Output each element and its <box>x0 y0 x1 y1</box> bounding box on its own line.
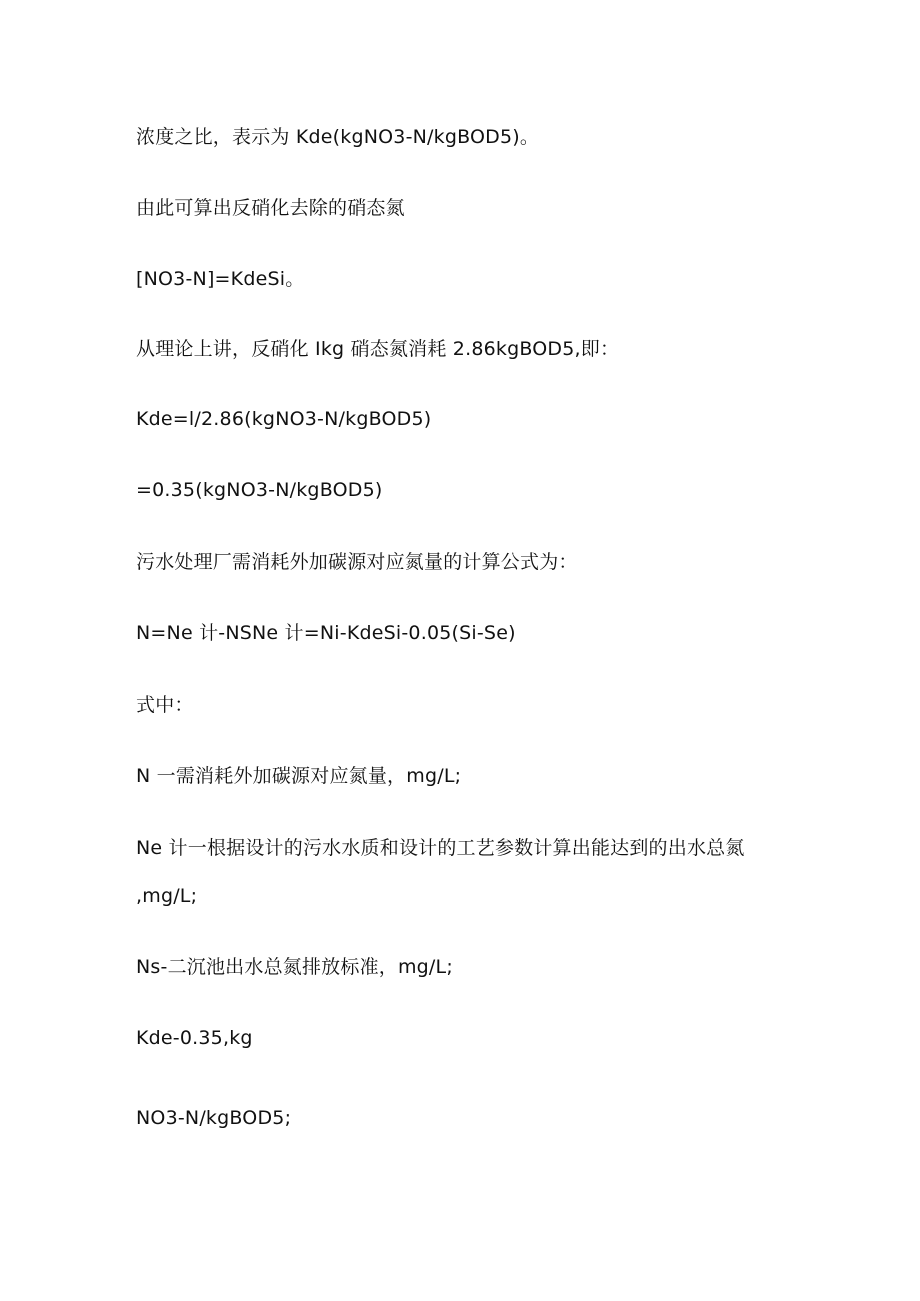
definition-line: Ns-二沉池出水总氮排放标准，mg/L; <box>136 956 453 978</box>
formula-line: [NO3-N]=KdeSi。 <box>136 268 305 290</box>
definition-line: Ne 计一根据设计的污水水质和设计的工艺参数计算出能达到的出水总氮 <box>136 837 745 859</box>
definition-line: Kde-0.35,kg <box>136 1027 253 1049</box>
definition-line-continuation: NO3-N/kgBOD5; <box>136 1107 292 1129</box>
formula-line: =0.35(kgNO3-N/kgBOD5) <box>136 479 383 501</box>
formula-line: N=Ne 计-NSNe 计=Ni-KdeSi-0.05(Si-Se) <box>136 622 516 644</box>
text-line: 从理论上讲，反硝化 Ikg 硝态氮消耗 2.86kgBOD5,即： <box>136 338 620 360</box>
text-line: 污水处理厂需消耗外加碳源对应氮量的计算公式为： <box>136 551 578 573</box>
text-line: 由此可算出反硝化去除的硝态氮 <box>136 197 405 219</box>
definition-line: N 一需消耗外加碳源对应氮量，mg/L; <box>136 765 462 787</box>
formula-line: Kde=l/2.86(kgNO3-N/kgBOD5) <box>136 408 432 430</box>
definition-line-continuation: ,mg/L; <box>136 885 198 907</box>
text-line: 浓度之比，表示为 Kde(kgNO3-N/kgBOD5)。 <box>136 126 540 148</box>
text-line: 式中： <box>136 694 194 716</box>
